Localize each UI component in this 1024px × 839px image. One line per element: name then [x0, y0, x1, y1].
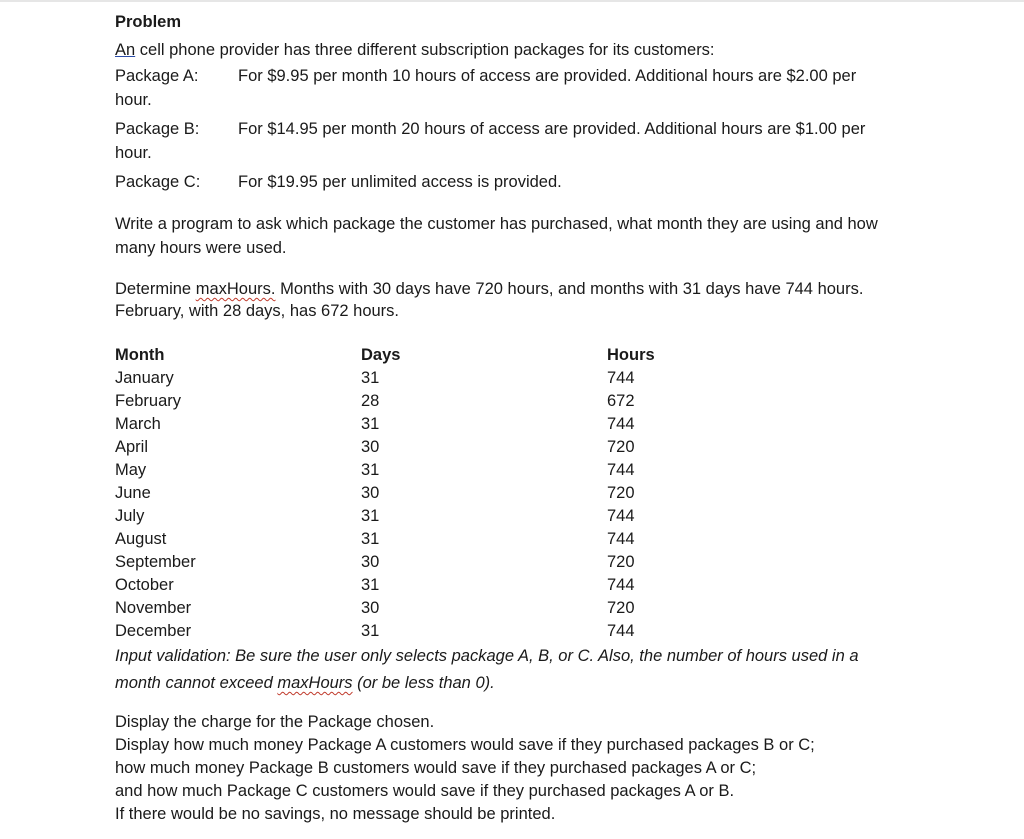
days-cell: 31	[361, 461, 380, 479]
validation-line-1: Input validation: Be sure the user only selects package A, B, or C. Also, the number of hours used in a	[115, 647, 859, 665]
table-row	[115, 528, 915, 551]
table-row	[115, 436, 915, 459]
month-cell: November	[115, 599, 192, 617]
display-line: If there would be no savings, no message should be printed.	[115, 805, 556, 823]
input-validation-paragraph	[115, 643, 915, 697]
days-cell: 30	[361, 484, 380, 502]
days-cell: 31	[361, 530, 380, 548]
month-cell: May	[115, 461, 147, 479]
hours-cell: 744	[607, 530, 635, 548]
month-cell: December	[115, 622, 192, 640]
days-cell: 31	[361, 507, 380, 525]
hours-cell: 720	[607, 553, 635, 571]
days-cell: 30	[361, 438, 380, 456]
determine-tail: Months with 30 days have 720 hours, and months with 31 days have 744 hours.	[275, 280, 864, 298]
problem-title: Problem	[115, 13, 182, 31]
days-cell: 30	[361, 553, 380, 571]
header-days: Days	[361, 346, 401, 364]
package-a	[115, 64, 915, 112]
month-cell: September	[115, 553, 196, 571]
package-b-text: For $14.95 per month 20 hours of access are provided. Additional hours are $1.00 per	[238, 120, 866, 138]
package-b-continuation: hour.	[115, 144, 152, 162]
validation-tail: (or be less than 0).	[352, 674, 495, 692]
validation-lead: month cannot exceed	[115, 674, 278, 692]
determine-line-2: February, with 28 days, has 672 hours.	[115, 302, 400, 320]
display-line: how much money Package B customers would save if they purchased packages A or C;	[115, 759, 757, 777]
determine-line-1	[115, 278, 915, 300]
days-cell: 28	[361, 392, 380, 410]
month-cell: October	[115, 576, 174, 594]
hours-cell: 744	[607, 461, 635, 479]
intro-an-word: An	[115, 41, 136, 59]
page-top-border	[0, 0, 1024, 2]
days-cell: 31	[361, 576, 380, 594]
table-row	[115, 413, 915, 436]
month-hours-table	[115, 344, 915, 643]
table-row	[115, 482, 915, 505]
table-row	[115, 597, 915, 620]
table-row	[115, 390, 915, 413]
validation-line-2	[115, 670, 915, 697]
hours-cell: 720	[607, 599, 635, 617]
display-line: and how much Package C customers would save if they purchased packages A or B.	[115, 782, 735, 800]
month-cell: January	[115, 369, 174, 387]
package-c-label: Package C:	[115, 173, 201, 191]
month-cell: February	[115, 392, 182, 410]
month-cell: August	[115, 530, 167, 548]
table-row	[115, 367, 915, 390]
hours-cell: 744	[607, 507, 635, 525]
package-c-text: For $19.95 per unlimited access is provided.	[238, 173, 562, 191]
days-cell: 31	[361, 369, 380, 387]
validation-maxhours-term: maxHours	[277, 674, 353, 692]
table-header-row	[115, 344, 915, 367]
table-row	[115, 620, 915, 643]
display-line: Display how much money Package A customers would save if they purchased packages B or C;	[115, 736, 815, 754]
package-a-text: For $9.95 per month 10 hours of access are provided. Additional hours are $2.00 per	[238, 67, 857, 85]
intro-paragraph	[115, 38, 915, 62]
hours-cell: 672	[607, 392, 635, 410]
determine-lead: Determine	[115, 280, 196, 298]
write-program-line-2: many hours were used.	[115, 239, 287, 257]
package-a-label: Package A:	[115, 67, 199, 85]
month-cell: July	[115, 507, 145, 525]
hours-cell: 720	[607, 438, 635, 456]
package-c	[115, 170, 915, 194]
hours-cell: 744	[607, 369, 635, 387]
hours-cell: 720	[607, 484, 635, 502]
document-body	[115, 10, 915, 826]
days-cell: 31	[361, 415, 380, 433]
hours-cell: 744	[607, 415, 635, 433]
table-row	[115, 459, 915, 482]
header-hours: Hours	[607, 346, 655, 364]
intro-text: cell phone provider has three different subscription packages for its customers:	[135, 41, 715, 59]
display-line: Display the charge for the Package chosen.	[115, 713, 435, 731]
hours-cell: 744	[607, 622, 635, 640]
maxhours-term: maxHours.	[195, 280, 276, 298]
table-row	[115, 551, 915, 574]
write-program-paragraph	[115, 212, 915, 260]
package-a-continuation: hour.	[115, 91, 152, 109]
table-row	[115, 505, 915, 528]
display-paragraph	[115, 711, 915, 826]
days-cell: 30	[361, 599, 380, 617]
determine-paragraph	[115, 278, 915, 322]
month-cell: June	[115, 484, 151, 502]
month-cell: March	[115, 415, 161, 433]
header-month: Month	[115, 346, 165, 364]
write-program-line-1: Write a program to ask which package the customer has purchased, what month they are using and how	[115, 215, 878, 233]
table-row	[115, 574, 915, 597]
month-cell: April	[115, 438, 149, 456]
days-cell: 31	[361, 622, 380, 640]
package-b	[115, 117, 915, 165]
package-b-label: Package B:	[115, 120, 200, 138]
hours-cell: 744	[607, 576, 635, 594]
